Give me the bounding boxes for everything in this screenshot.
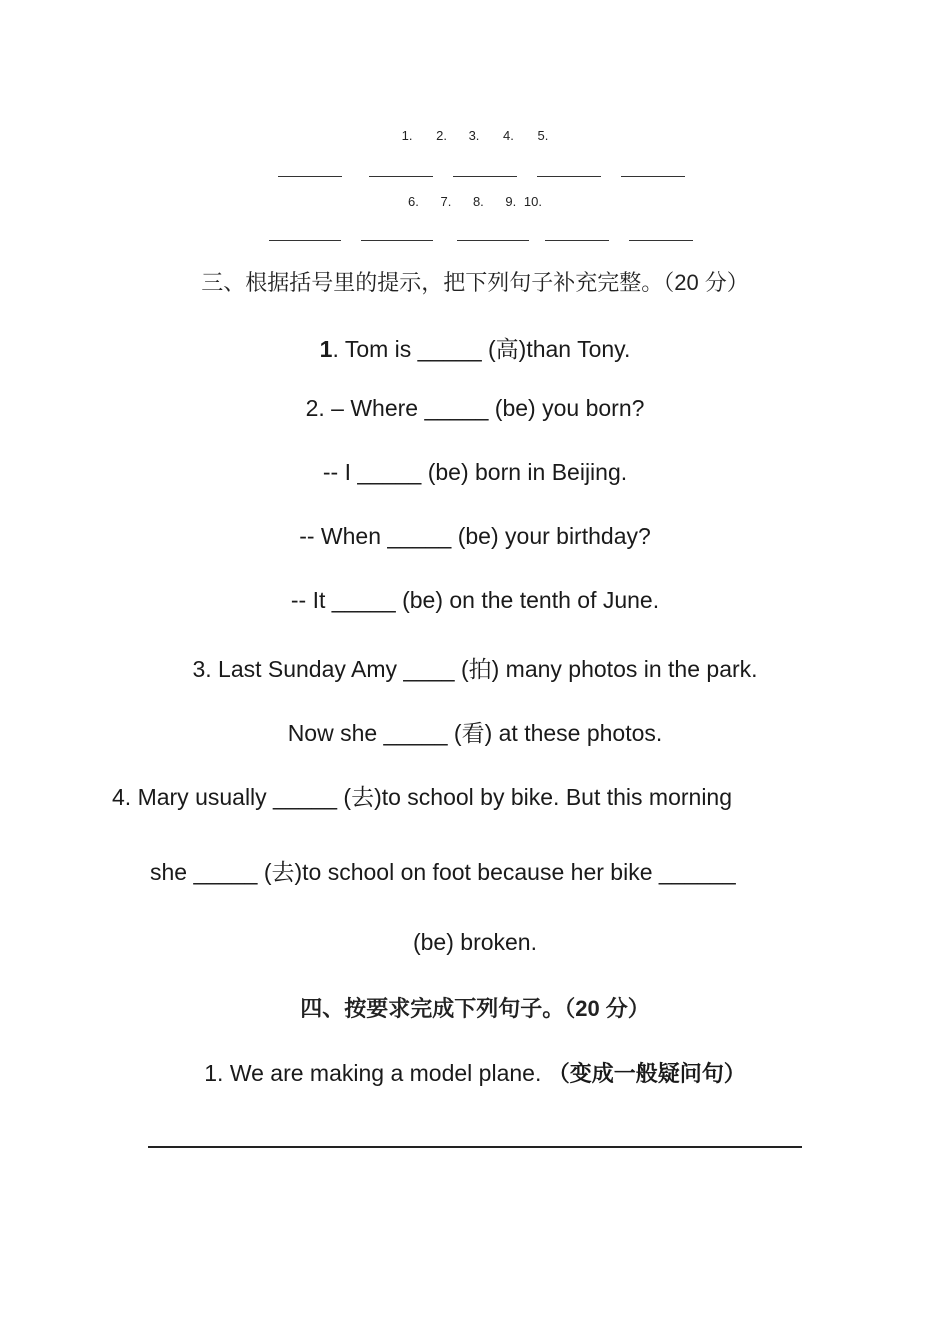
question-text: 1. We are making a model plane.: [204, 1060, 548, 1086]
question-3-3a: 3. Last Sunday Amy ____ (拍) many photos in the park.: [192, 656, 758, 682]
question-3-2a: 2. – Where _____ (be) you born?: [305, 395, 645, 421]
answer-blank[interactable]: [545, 240, 609, 241]
answer-blank[interactable]: [361, 240, 433, 241]
question-3-4c: (be) broken.: [412, 929, 537, 955]
question-4-1: [0, 1057, 950, 1088]
question-3-2b: -- I _____ (be) born in Beijing.: [322, 459, 628, 485]
question-3-4a: 4. Mary usually _____ (去)to school by bike. But this morning: [112, 784, 733, 810]
answer-number: 9.: [505, 194, 517, 209]
question-3-3b: Now she _____ (看) at these photos.: [287, 720, 663, 746]
answer-number: 1.: [401, 128, 413, 143]
question-3-1: [0, 331, 950, 364]
answer-blank[interactable]: [269, 240, 341, 241]
section-4-heading: 四、按要求完成下列句子。（20 分）: [300, 996, 650, 1021]
answer-number: 2.: [436, 128, 447, 143]
answer-blank[interactable]: [453, 176, 517, 177]
question-3-2c: -- When _____ (be) your birthday?: [299, 523, 651, 549]
answer-blank[interactable]: [629, 240, 693, 241]
answer-line[interactable]: [148, 1146, 802, 1148]
answer-blank[interactable]: [621, 176, 685, 177]
question-text: . Tom is _____ (高)than Tony.: [332, 336, 631, 362]
question-3-4b: she _____ (去)to school on foot because her bike ______: [150, 859, 736, 885]
answer-numbers-row-2: [0, 194, 950, 209]
answer-number: 7.: [440, 194, 452, 209]
answer-number: 3.: [468, 128, 480, 143]
answer-number: 5.: [537, 128, 549, 143]
question-number: 1: [319, 336, 333, 362]
answer-blank[interactable]: [457, 240, 529, 241]
answer-number: 10.: [523, 194, 542, 209]
answer-number: 6.: [408, 194, 419, 209]
answer-blank[interactable]: [278, 176, 342, 177]
section-3-heading: 三、根据括号里的提示，把下列句子补充完整。（20 分）: [201, 270, 749, 295]
answer-blank[interactable]: [537, 176, 601, 177]
question-3-2d: -- It _____ (be) on the tenth of June.: [290, 587, 660, 613]
answer-number: 8.: [472, 194, 484, 209]
answer-number: 4.: [503, 128, 514, 143]
answer-blank[interactable]: [369, 176, 433, 177]
question-hint: （变成一般疑问句）: [547, 1061, 746, 1086]
answer-numbers-row-1: [0, 128, 950, 143]
